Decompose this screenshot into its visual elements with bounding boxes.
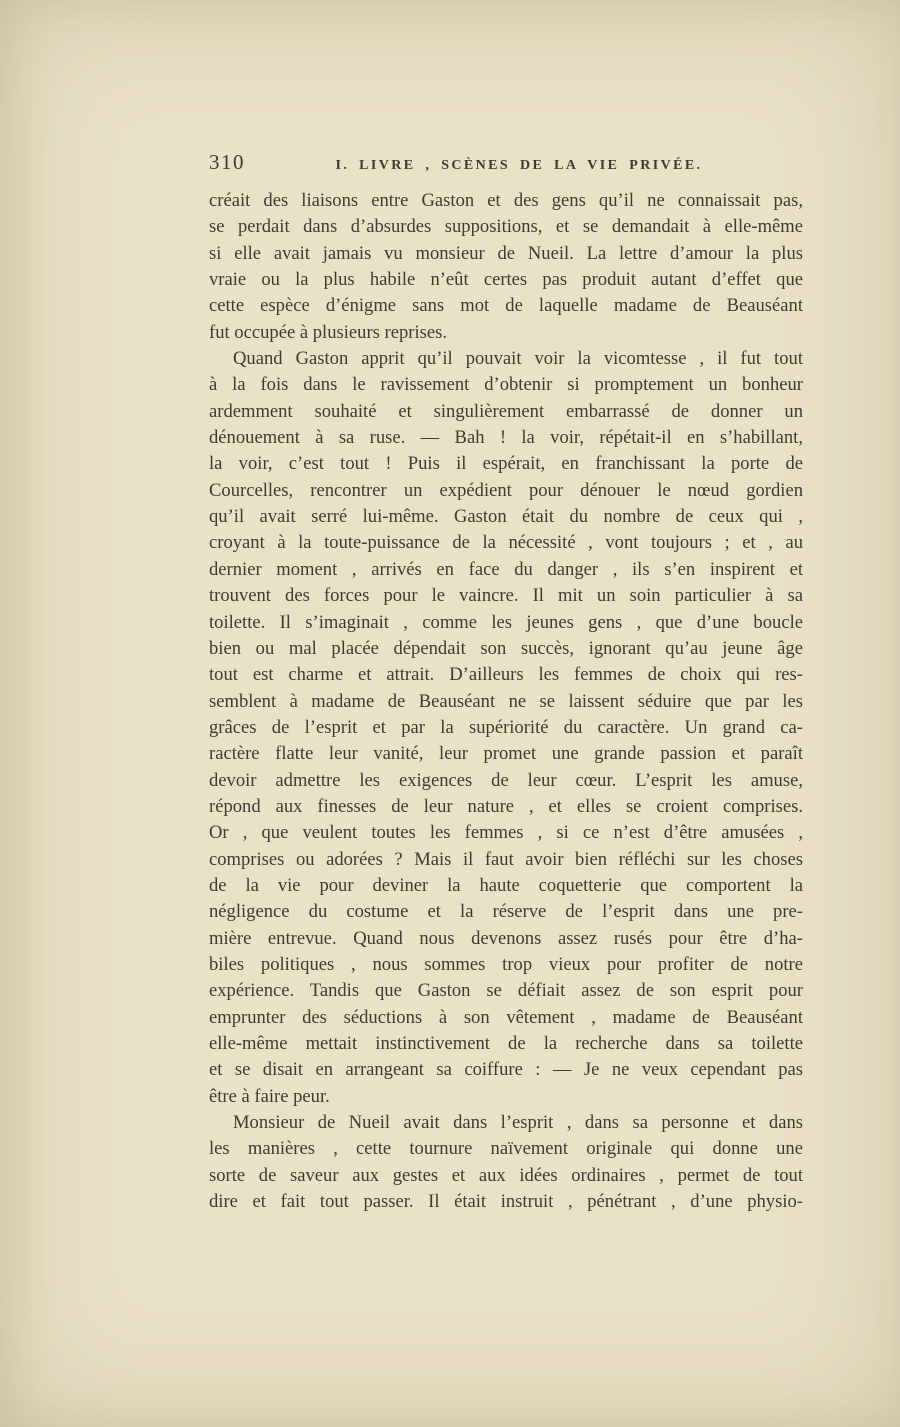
text-line: négligence du costume et la réserve de l’esprit dans une pre-	[209, 901, 803, 923]
text-line: répond aux finesses de leur nature , et elles se croient comprises.	[209, 795, 803, 817]
text-line: cette espèce d’énigme sans mot de laquelle madame de Beauséant	[209, 295, 803, 317]
text-line: comprises ou adorées ? Mais il faut avoir bien réfléchi sur les choses	[209, 848, 803, 870]
running-title: I. LIVRE , SCÈNES DE LA VIE PRIVÉE.	[335, 158, 703, 173]
text-line: devoir admettre les exigences de leur cœur. L’esprit les amuse,	[209, 769, 803, 791]
text-line: la voir, c’est tout ! Puis il espérait, en franchissant la porte de	[209, 453, 803, 475]
text-line: dire et fait tout passer. Il était instruit , pénétrant , d’une physio-	[209, 1191, 803, 1213]
text-line: à la fois dans le ravissement d’obtenir si promptement un bonheur	[209, 374, 803, 396]
text-line: toilette. Il s’imaginait , comme les jeunes gens , que d’une boucle	[209, 611, 803, 633]
text-line: ardemment souhaité et singulièrement embarrassé de donner un	[209, 400, 803, 422]
text-line: expérience. Tandis que Gaston se défiait assez de son esprit pour	[209, 980, 803, 1002]
text-line: être à faire peur.	[209, 1085, 330, 1107]
text-line: croyant à la toute-puissance de la nécessité , vont toujours ; et , au	[209, 532, 803, 554]
text-line: ractère flatte leur vanité, leur promet une grande passion et paraît	[209, 743, 803, 765]
paragraph	[209, 346, 803, 1110]
text-line: mière entrevue. Quand nous devenons assez rusés pour être d’ha-	[209, 927, 803, 949]
text-line: créait des liaisons entre Gaston et des gens qu’il ne connaissait pas,	[209, 190, 803, 211]
text-block	[209, 150, 803, 1215]
text-line: bien ou mal placée dépendait son succès, ignorant qu’au jeune âge	[209, 637, 803, 659]
text-line: vraie ou la plus habile n’eût certes pas produit autant d’effet que	[209, 269, 803, 291]
text-line: Quand Gaston apprit qu’il pouvait voir la vicomtesse , il fut tout	[233, 348, 803, 370]
text-line: Monsieur de Nueil avait dans l’esprit , dans sa personne et dans	[233, 1112, 803, 1134]
page-number: 310	[209, 150, 245, 174]
text-line: et se disait en arrangeant sa coiffure : — Je ne veux cependant pas	[209, 1059, 803, 1081]
page-header	[209, 150, 803, 175]
text-line: Courcelles, rencontrer un expédient pour dénouer le nœud gordien	[209, 479, 803, 501]
text-line: elle-même mettait instinctivement de la recherche dans sa toilette	[209, 1033, 803, 1054]
text-line: fut occupée à plusieurs reprises.	[209, 321, 448, 343]
text-line: se perdait dans d’absurdes suppositions, et se demandait à elle-même	[209, 216, 803, 238]
text-line: de la vie pour deviner la haute coquetterie que comportent la	[209, 874, 803, 896]
text-line: biles politiques , nous sommes trop vieux pour profiter de notre	[209, 953, 803, 975]
text-line: semblent à madame de Beauséant ne se laissent séduire que par les	[209, 690, 803, 712]
text-line: tout est charme et attrait. D’ailleurs les femmes de choix qui res-	[209, 664, 803, 686]
paragraph	[209, 1110, 803, 1215]
text-line: emprunter des séductions à son vêtement , madame de Beauséant	[209, 1006, 803, 1028]
text-line: sorte de saveur aux gestes et aux idées ordinaires , permet de tout	[209, 1164, 803, 1186]
text-line: Or , que veulent toutes les femmes , si ce n’est d’être amusées ,	[209, 822, 803, 844]
text-line: les manières , cette tournure naïvement originale qui donne une	[209, 1138, 803, 1160]
text-line: qu’il avait serré lui-même. Gaston était du nombre de ceux qui ,	[209, 506, 803, 528]
paragraph	[209, 188, 803, 346]
text-line: si elle avait jamais vu monsieur de Nueil. La lettre d’amour la plus	[209, 242, 803, 264]
text-line: dénouement à sa ruse. — Bah ! la voir, répétait-il en s’habillant,	[209, 427, 803, 449]
text-line: dernier moment , arrivés en face du danger , ils s’en inspirent et	[209, 558, 803, 580]
text-line: grâces de l’esprit et par la supériorité du caractère. Un grand ca-	[209, 716, 803, 738]
text-line: trouvent des forces pour le vaincre. Il mit un soin particulier à sa	[209, 585, 803, 607]
